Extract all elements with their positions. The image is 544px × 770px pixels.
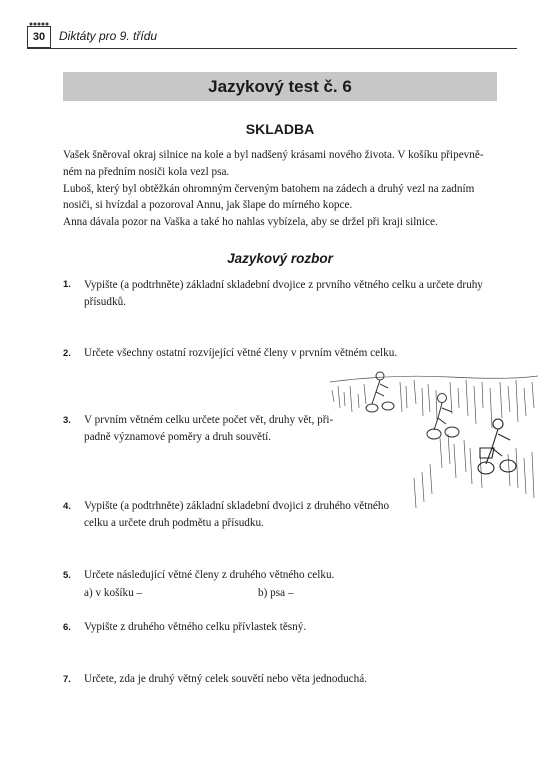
- question-number: 7.: [63, 674, 71, 685]
- question-number: 6.: [63, 622, 71, 633]
- analysis-heading: Jazykový rozbor: [227, 251, 333, 266]
- question-number: 4.: [63, 501, 71, 512]
- question-text: přísudků.: [84, 296, 126, 308]
- question-text: Určete následující větné členy z druhého větného celku.: [84, 569, 335, 581]
- dictation-line: nosiči, si hvízdal a pozoroval Annu, jak šlape do mírného kopce.: [63, 199, 353, 211]
- dictation-line: ném na předním nosiči kola vezl psa.: [63, 166, 230, 178]
- test-title: Jazykový test č. 6: [63, 72, 497, 101]
- question-number: 5.: [63, 570, 71, 581]
- question-text: Vypište (a podtrhněte) základní skladební dvojice z prvního větného celku a určete druhy: [84, 279, 483, 291]
- question-number: 1.: [63, 279, 71, 290]
- question-text: Vypište (a podtrhněte) základní skladební dvojici z druhého větného: [84, 500, 390, 512]
- cyclists-illustration: [330, 368, 538, 513]
- running-head: Diktáty pro 9. třídu: [59, 29, 158, 43]
- question-number: 2.: [63, 348, 71, 359]
- question-number: 3.: [63, 415, 71, 426]
- question-option: a) v košíku –: [84, 587, 143, 599]
- question-text: Vypište z druhého větného celku přívlastek těsný.: [84, 621, 307, 633]
- dictation-line: Anna dávala pozor na Vaška a také ho nahlas vybízela, aby se držel při kraji silnice.: [63, 216, 438, 228]
- question-text: padně významové poměry a druh souvětí.: [84, 431, 272, 443]
- page-number: 30: [27, 26, 51, 48]
- question-text: Určete, zda je druhý větný celek souvětí nebo věta jednoduchá.: [84, 673, 367, 685]
- question-option: b) psa –: [258, 587, 294, 599]
- dictation-line: Luboš, který byl obtěžkán ohromným červeným batohem na zádech a druhý vezl na zadním: [63, 183, 475, 195]
- question-text: V prvním větném celku určete počet vět, druhy vět, při-: [84, 414, 334, 426]
- section-title: SKLADBA: [245, 121, 315, 137]
- header-rule: [27, 48, 517, 49]
- question-text: celku a určete druh podmětu a přísudku.: [84, 517, 264, 529]
- question-text: Určete všechny ostatní rozvíjející větné členy v prvním větném celku.: [84, 347, 398, 359]
- dictation-line: Vašek šněroval okraj silnice na kole a byl nadšený krásami nového života. V košíku připevně-: [63, 149, 484, 161]
